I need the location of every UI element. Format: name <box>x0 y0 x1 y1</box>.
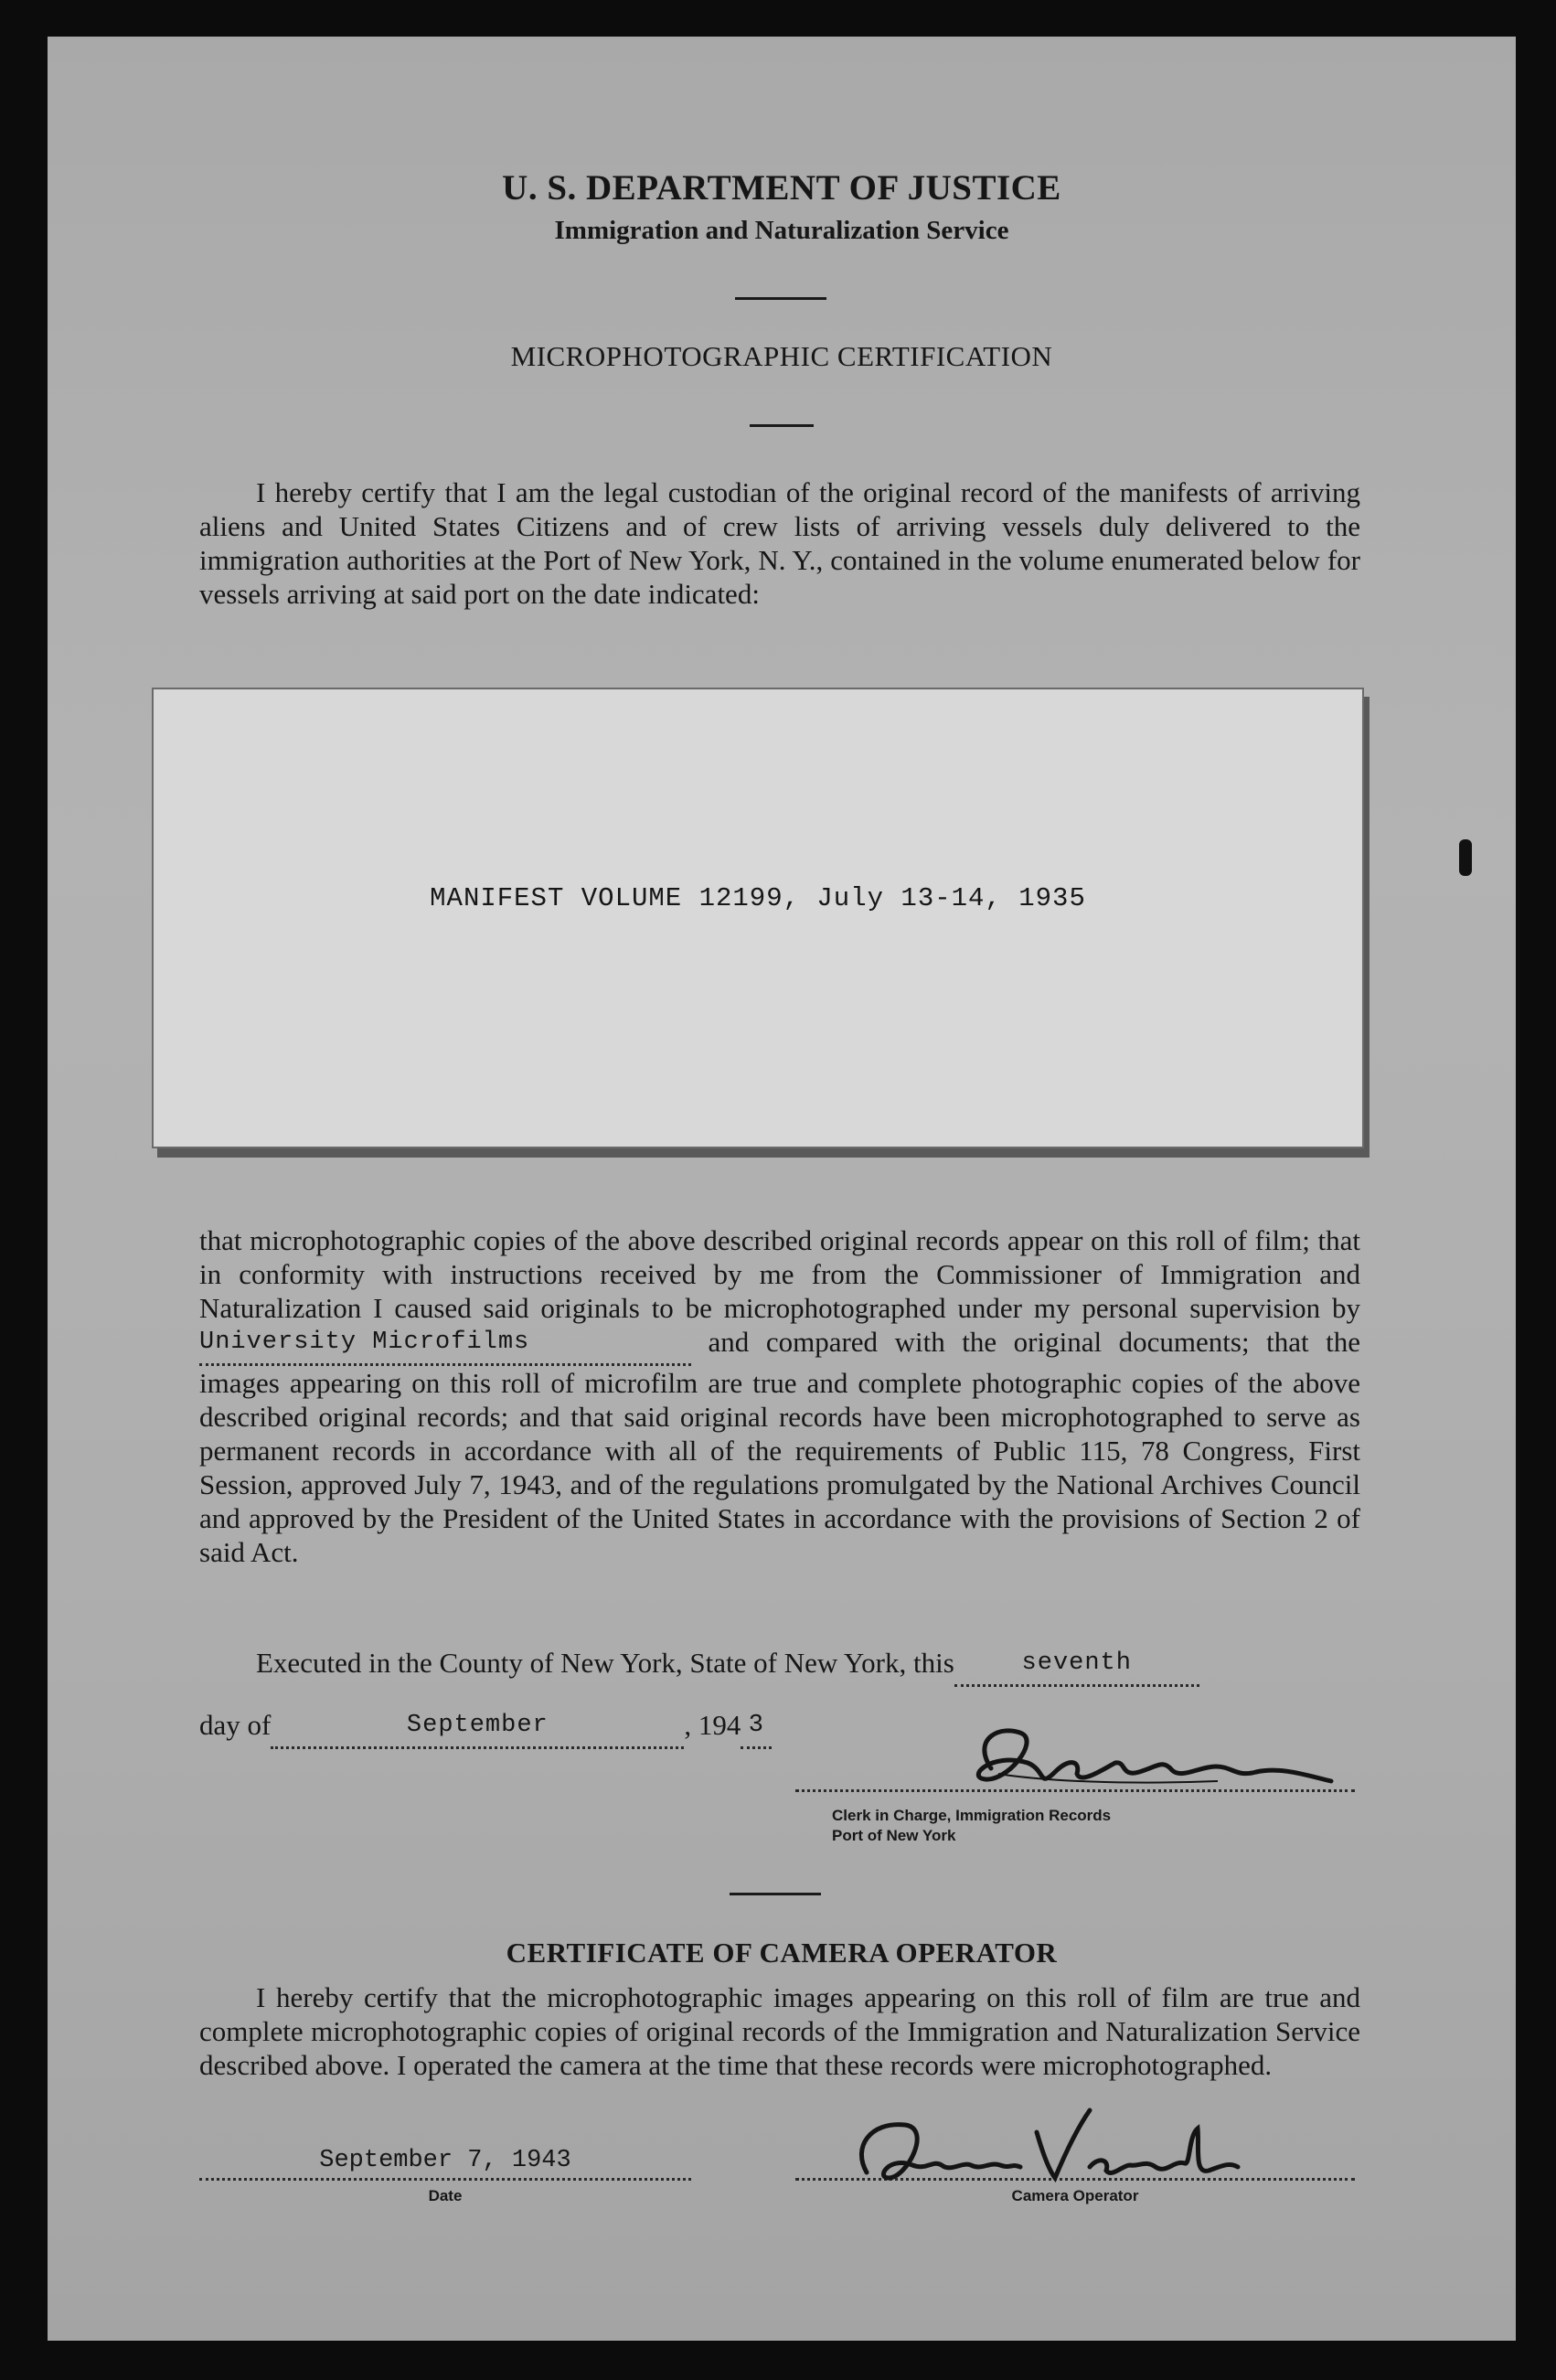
operator-date-value: September 7, 1943 <box>319 2147 571 2174</box>
document-title: MICROPHOTOGRAPHIC CERTIFICATION <box>510 340 1053 372</box>
date-signature-line <box>199 2178 691 2181</box>
certification-body <box>199 1223 1360 1569</box>
clerk-office: Port of New York <box>832 1827 956 1844</box>
month-field <box>271 1708 684 1749</box>
month-value: September <box>406 1712 549 1739</box>
clerk-title: Clerk in Charge, Immigration Records <box>832 1807 1112 1824</box>
execution-line <box>256 1646 1199 1687</box>
binding-mark <box>1459 839 1472 876</box>
department-heading: U. S. DEPARTMENT OF JUSTICE <box>502 168 1061 208</box>
divider <box>730 1893 821 1895</box>
operator-signature <box>825 2101 1282 2193</box>
intro-paragraph: I hereby certify that I am the legal custodian of the original record of the manifests of arriving aliens and United States Citizens and of crew lists of arriving vessels duly delivered to the immigration authorities at the Port of New York, N. Y., contained in the volume enumerated below for vessels arriving at said port on the date indicated: <box>199 476 1360 610</box>
divider <box>735 297 826 300</box>
operator-paragraph: I hereby certify that the microphotographic images appearing on this roll of film are true and complete microphotographic copies of original records of the Immigration and Naturalization Service described above. I operated the camera at the time that these records were microphotographed. <box>199 1981 1360 2081</box>
year-prefix: , 194 <box>684 1709 741 1741</box>
clerk-signature <box>943 1721 1346 1798</box>
date-label: Date <box>428 2187 463 2204</box>
record-card <box>152 688 1364 1148</box>
execution-prefix: Executed in the County of New York, State of New York, this <box>256 1647 954 1679</box>
day-field <box>954 1646 1199 1687</box>
operator-label: Camera Operator <box>1011 2187 1139 2204</box>
year-field <box>741 1708 772 1749</box>
body-text-part1: that microphotographic copies of the above described original records appear on this roll of film; that in conformity with instructions received by me from the Commissioner of Immigration and Naturalization I caused said originals to be microphotographed under my personal supervision by <box>199 1224 1360 1324</box>
document-sheet <box>48 37 1516 2341</box>
service-subheading: Immigration and Naturalization Service <box>554 216 1009 245</box>
year-value: 3 <box>748 1712 764 1739</box>
body-text-part2: and compared with the original documents; that the images appearing on this roll of microfilm are true and complete photographic copies of the above described original records; and that said original records have been microphotographed to serve as permanent records in accordance with all of the requirements of Public 115, 78 Congress, First Session, approved July 7, 1943, and of the regulations promulgated by the National Archives Council and approved by the President of the United States in accordance with the provisions of Section 2 of said Act. <box>199 1326 1360 1568</box>
manifest-volume-text: MANIFEST VOLUME 12199, July 13-14, 1935 <box>430 883 1086 913</box>
operator-section-title: CERTIFICATE OF CAMERA OPERATOR <box>506 1937 1058 1969</box>
divider <box>750 424 814 427</box>
photographer-value: University Microfilms <box>199 1329 530 1356</box>
day-value: seventh <box>1021 1649 1132 1677</box>
day-of-label: day of <box>199 1709 272 1741</box>
photographer-field <box>199 1325 691 1366</box>
date-line <box>199 1708 772 1749</box>
